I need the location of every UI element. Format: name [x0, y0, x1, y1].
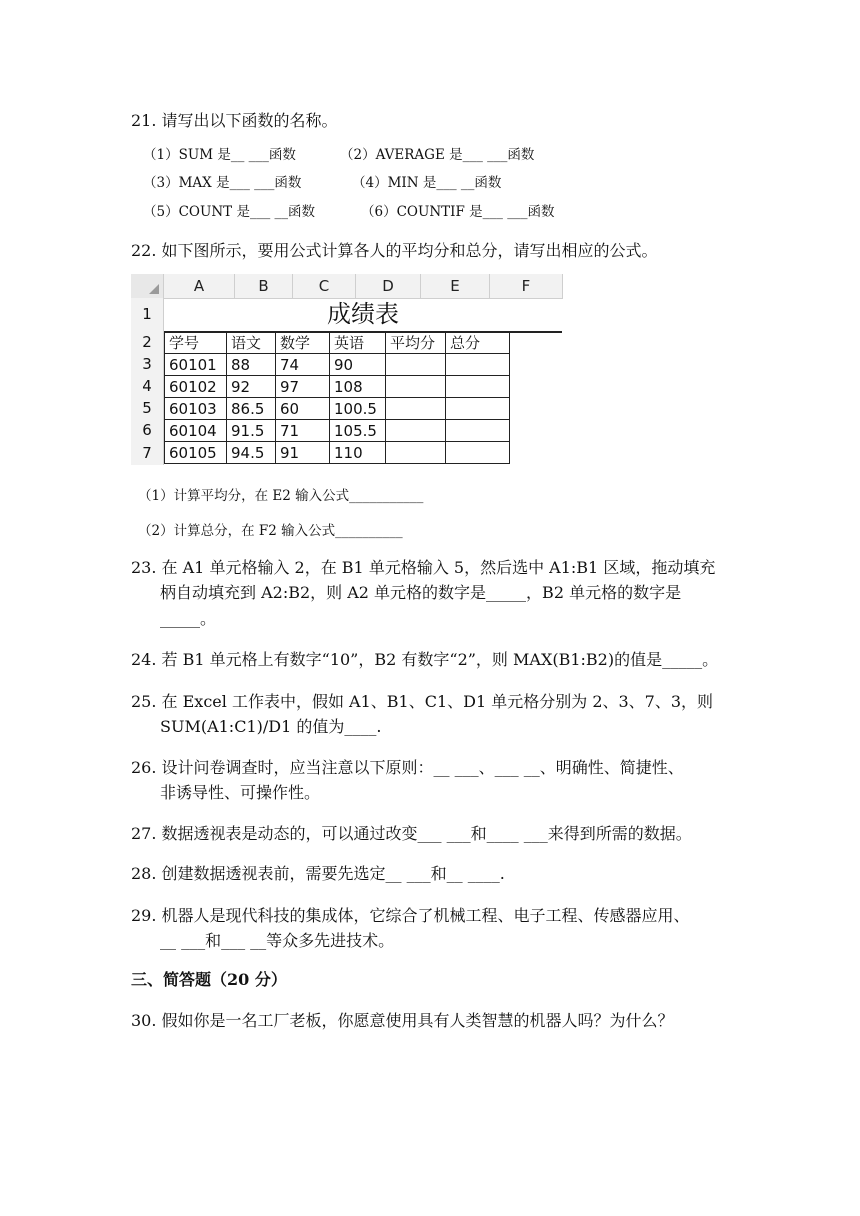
table-cell — [446, 398, 510, 420]
corner-triangle-icon — [149, 284, 159, 294]
table-cell: 100.5 — [330, 398, 386, 420]
question-27: 27. 数据透视表是动态的，可以通过改变___ ___和____ ___来得到所需的数据。 — [131, 824, 692, 843]
column-header-f: F — [490, 274, 563, 298]
table-cell — [446, 354, 510, 376]
table-cell: 60105 — [165, 442, 227, 464]
question-23-line-1: 23. 在 A1 单元格输入 2，在 B1 单元格输入 5，然后选中 A1:B1 区域，拖动填充 — [131, 558, 716, 577]
table-cell — [386, 376, 446, 398]
table-cell: 60101 — [165, 354, 227, 376]
table-cell: 91 — [276, 442, 330, 464]
header-cell: 平均分 — [386, 332, 446, 354]
row-header-7: 7 — [131, 441, 164, 465]
table-cell: 60103 — [165, 398, 227, 420]
q21-item-3: （3）MAX 是___ ___函数 — [143, 175, 302, 191]
table-cell — [386, 354, 446, 376]
score-table — [164, 331, 510, 464]
table-cell: 91.5 — [227, 420, 276, 442]
section-3-heading: 三、简答题（20 分） — [131, 970, 287, 989]
table-cell: 90 — [330, 354, 386, 376]
table-row — [165, 354, 510, 376]
row-header-2: 2 — [131, 331, 164, 353]
table-cell: 94.5 — [227, 442, 276, 464]
table-cell: 74 — [276, 354, 330, 376]
table-row — [165, 398, 510, 420]
table-cell: 92 — [227, 376, 276, 398]
table-cell: 60102 — [165, 376, 227, 398]
column-header-c: C — [293, 274, 356, 298]
table-cell — [386, 442, 446, 464]
question-25-line-1: 25. 在 Excel 工作表中，假如 A1、B1、C1、D1 单元格分别为 2、3、7、3，则 — [131, 692, 714, 711]
row-header-3: 3 — [131, 353, 164, 375]
question-29-line-2: __ ___和___ __等众多先进技术。 — [160, 931, 395, 950]
q21-item-4: （4）MIN 是___ __函数 — [352, 175, 502, 191]
table-row — [165, 420, 510, 442]
select-all-corner — [131, 274, 164, 298]
table-cell: 71 — [276, 420, 330, 442]
question-24: 24. 若 B1 单元格上有数字“10”，B2 有数字“2”，则 MAX(B1:B2)的值是_____。 — [131, 650, 719, 669]
table-cell — [446, 442, 510, 464]
q21-item-1: （1）SUM 是__ ___函数 — [143, 147, 296, 163]
table-header-row — [165, 332, 510, 354]
table-cell: 110 — [330, 442, 386, 464]
header-cell: 英语 — [330, 332, 386, 354]
row-header-1: 1 — [131, 298, 164, 331]
q21-item-2: （2）AVERAGE 是___ ___函数 — [340, 147, 535, 163]
column-header-d: D — [356, 274, 421, 298]
table-cell: 105.5 — [330, 420, 386, 442]
row-header-5: 5 — [131, 397, 164, 419]
question-30: 30. 假如你是一名工厂老板，你愿意使用具有人类智慧的机器人吗？为什么？ — [131, 1011, 674, 1030]
sheet-title-cell: 成绩表 — [164, 298, 562, 333]
table-cell: 86.5 — [227, 398, 276, 420]
q22-sub-2: （2）计算总分，在 F2 输入公式__________ — [138, 523, 403, 539]
column-header-e: E — [421, 274, 490, 298]
table-cell: 88 — [227, 354, 276, 376]
question-22: 22. 如下图所示，要用公式计算各人的平均分和总分，请写出相应的公式。 — [131, 241, 658, 260]
q21-item-5: （5）COUNT 是___ __函数 — [143, 204, 316, 220]
table-cell: 97 — [276, 376, 330, 398]
table-cell — [386, 398, 446, 420]
question-26-line-2: 非诱导性、可操作性。 — [160, 783, 321, 802]
question-29-line-1: 29. 机器人是现代科技的集成体，它综合了机械工程、电子工程、传感器应用、 — [131, 906, 690, 925]
question-26-line-1: 26. 设计问卷调查时，应当注意以下原则：__ ___、___ __、明确性、简捷性、 — [131, 758, 684, 777]
table-row — [165, 376, 510, 398]
header-cell: 学号 — [165, 332, 227, 354]
row-header-6: 6 — [131, 419, 164, 441]
header-cell: 总分 — [446, 332, 510, 354]
question-25-line-2: SUM(A1:C1)/D1 的值为____. — [160, 717, 382, 736]
table-row — [165, 442, 510, 464]
header-cell: 数学 — [276, 332, 330, 354]
spreadsheet-image — [131, 274, 563, 465]
question-21: 21. 请写出以下函数的名称。 — [131, 111, 338, 130]
q21-item-6: （6）COUNTIF 是___ ___函数 — [361, 204, 555, 220]
q22-sub-1: （1）计算平均分，在 E2 输入公式___________ — [138, 488, 424, 504]
table-cell — [446, 420, 510, 442]
table-cell — [386, 420, 446, 442]
question-23-line-2: 柄自动填充到 A2:B2，则 A2 单元格的数字是_____，B2 单元格的数字是 — [160, 583, 682, 602]
header-cell: 语文 — [227, 332, 276, 354]
table-cell: 60104 — [165, 420, 227, 442]
table-cell — [446, 376, 510, 398]
row-header-4: 4 — [131, 375, 164, 397]
table-cell: 60 — [276, 398, 330, 420]
column-header-b: B — [235, 274, 293, 298]
column-header-a: A — [164, 274, 235, 298]
table-cell: 108 — [330, 376, 386, 398]
question-23-line-3: _____。 — [160, 609, 217, 628]
question-28: 28. 创建数据透视表前，需要先选定__ ___和__ ____. — [131, 864, 505, 883]
